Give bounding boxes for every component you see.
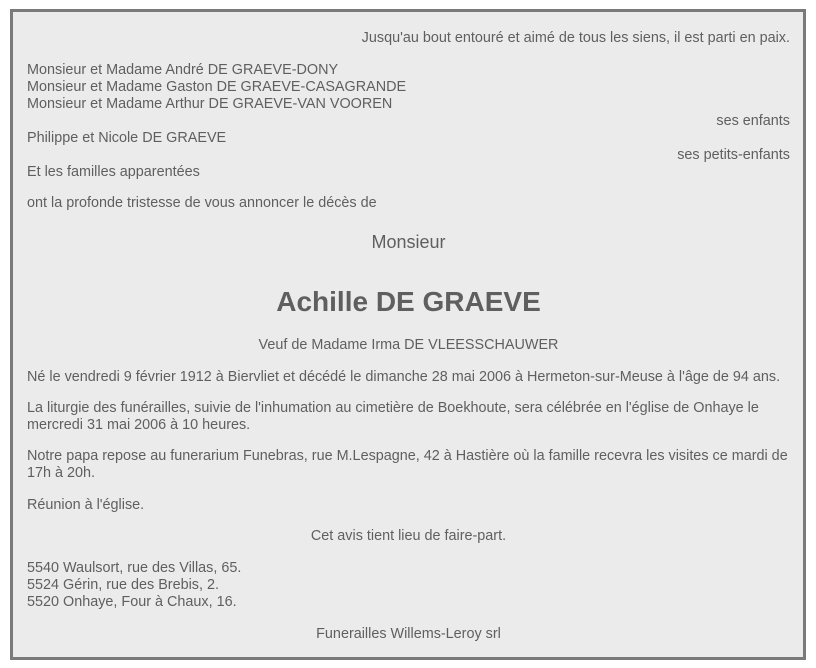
families-line: Et les familles apparentées (27, 164, 200, 180)
intro-line: Jusqu'au bout entouré et aimé de tous les siens, il est parti en paix. (361, 30, 790, 46)
liturgy-paragraph: La liturgie des funérailles, suivie de l'inhumation au cimetière de Boekhoute, sera célébrée en l'église de Onhaye le mercredi 31 mai 2006 à 10 heures. (27, 400, 759, 433)
birth-death-line: Né le vendredi 9 février 1912 à Biervliet et décédé le dimanche 28 mai 2006 à Hermeton-sur-Meuse à l'âge de 94 ans. (27, 369, 781, 385)
address-line-1: 5540 Waulsort, rue des Villas, 65. (27, 560, 242, 576)
address-line-2: 5524 Gérin, rue des Brebis, 2. (27, 577, 219, 593)
faire-part-line: Cet avis tient lieu de faire-part. (310, 528, 507, 544)
deceased-name: Achille DE GRAEVE (276, 286, 541, 317)
children-line-2: Monsieur et Madame Gaston DE GRAEVE-CASAGRANDE (27, 79, 407, 95)
undertaker-line: Funerailles Willems-Leroy srl (316, 626, 501, 642)
funerarium-paragraph: Notre papa repose au funerarium Funebras, rue M.Lespagne, 42 à Hastière où la famille recevra les visites ce mardi de 17h à 20h. (27, 448, 788, 481)
honorific: Monsieur (371, 232, 446, 252)
address-line-3: 5520 Onhaye, Four à Chaux, 16. (27, 594, 237, 610)
reunion-line: Réunion à l'église. (27, 497, 145, 513)
grandchildren-line: Philippe et Nicole DE GRAEVE (27, 130, 227, 146)
grandchildren-label: ses petits-enfants (677, 147, 790, 163)
obituary-frame (10, 9, 806, 660)
children-label: ses enfants (716, 113, 790, 129)
widower-line: Veuf de Madame Irma DE VLEESSCHAUWER (258, 337, 559, 353)
children-line-3: Monsieur et Madame Arthur DE GRAEVE-VAN VOOREN (27, 96, 393, 112)
announce-line: ont la profonde tristesse de vous annoncer le décès de (27, 195, 377, 211)
children-line-1: Monsieur et Madame André DE GRAEVE-DONY (27, 62, 339, 78)
